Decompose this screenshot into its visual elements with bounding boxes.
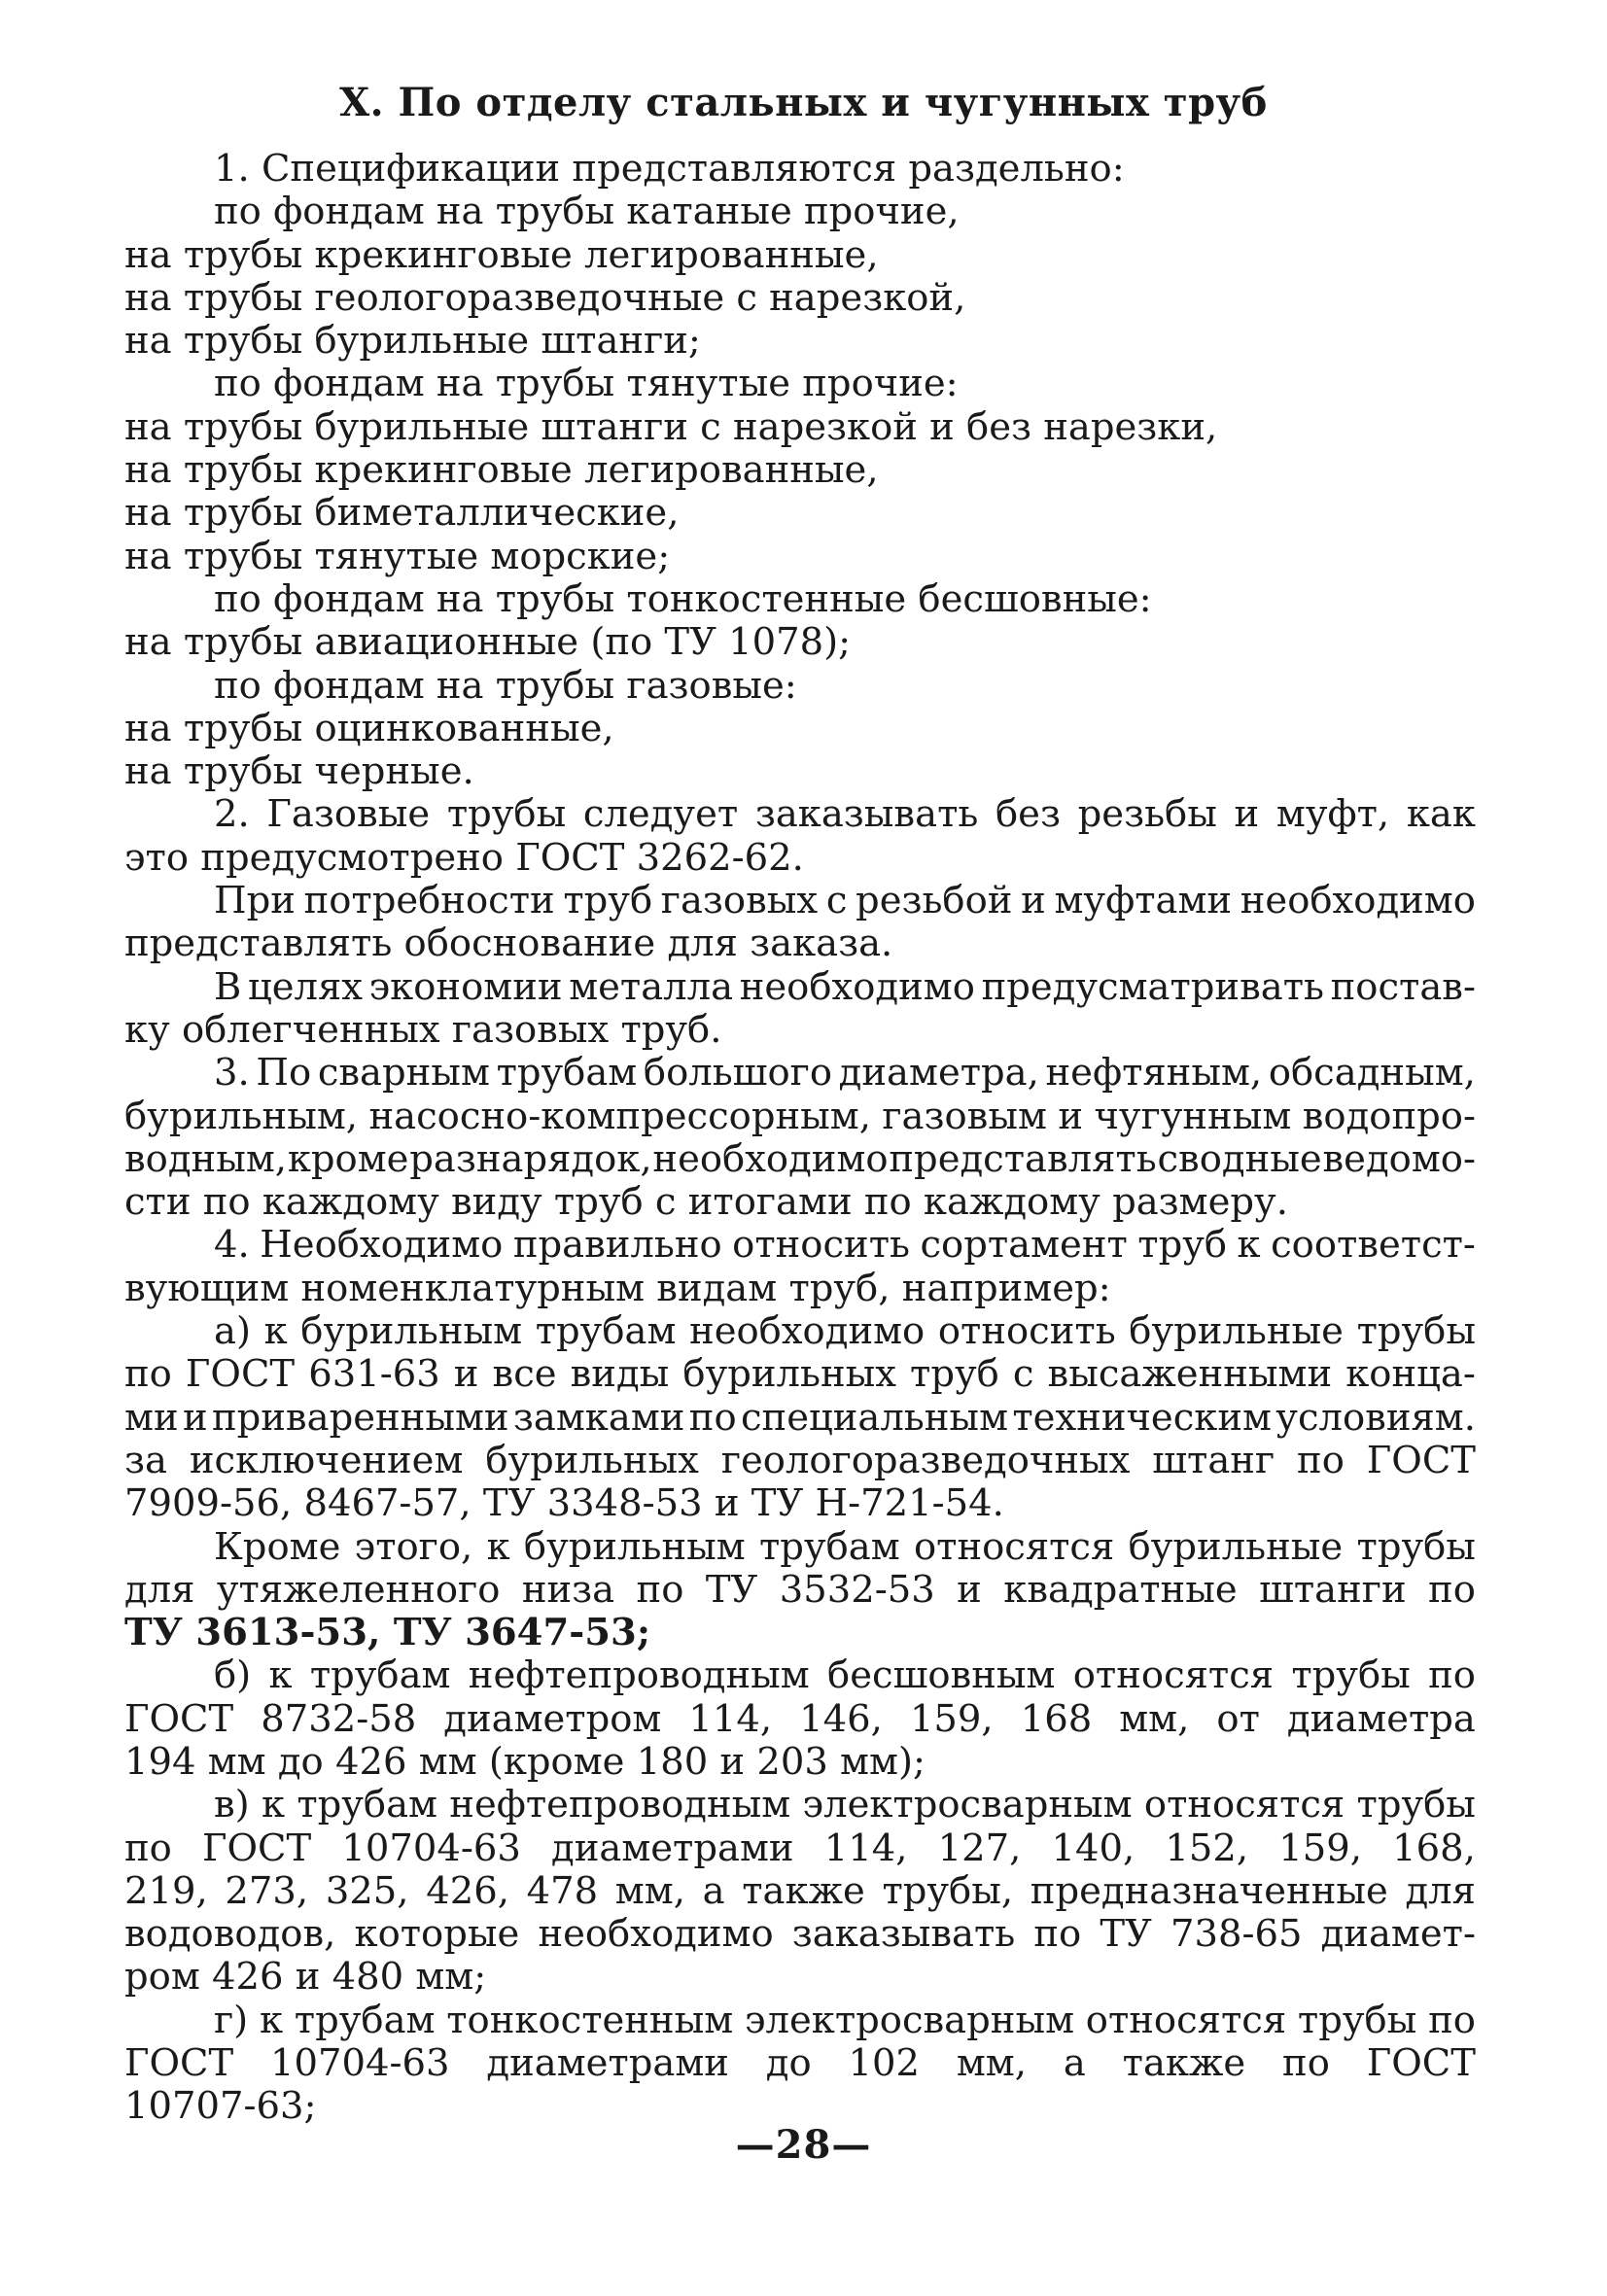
word: 738-65 xyxy=(1170,1912,1303,1957)
word: 159, xyxy=(1278,1826,1363,1870)
word: следует xyxy=(582,792,739,837)
word: 140, xyxy=(1051,1826,1135,1870)
item-3-line xyxy=(124,1052,1476,1095)
group-1-line: на трубы геологоразведочные с нарезкой, xyxy=(124,275,966,320)
word: металла xyxy=(569,964,734,1009)
word: этого, xyxy=(354,1524,473,1569)
word: трубам xyxy=(309,1653,451,1698)
item-2-paragraph-3-end: ку облегченных газовых труб. xyxy=(124,1007,722,1052)
word: условиям. xyxy=(1275,1395,1476,1440)
word: 146, xyxy=(799,1696,883,1741)
word: 10704-63 xyxy=(341,1826,521,1870)
word: обсадным, xyxy=(1268,1051,1476,1096)
word: 2. xyxy=(214,792,250,837)
word: предусматривать xyxy=(981,964,1324,1009)
word: экономии xyxy=(368,964,563,1009)
word: водопро- xyxy=(1302,1094,1476,1138)
word: б) xyxy=(214,1653,252,1698)
group-2-line: на трубы крекинговые легированные, xyxy=(124,448,879,493)
group-4-line: на трубы оцинкованные, xyxy=(124,706,614,750)
word: а xyxy=(702,1868,725,1913)
word: к xyxy=(268,1653,293,1698)
word: трубам xyxy=(294,1998,436,2042)
word: 168 xyxy=(1020,1696,1093,1741)
word: квадратные xyxy=(1003,1567,1238,1612)
word: приваренными xyxy=(211,1395,509,1440)
word: постав- xyxy=(1330,964,1476,1009)
word: электросварным xyxy=(744,1998,1075,2042)
word: относить xyxy=(732,1223,910,1268)
item-4a-extra-line xyxy=(124,1526,1476,1569)
word: по xyxy=(124,1352,172,1397)
word: ГОСТ xyxy=(185,1352,296,1397)
item-4a-extra-line-end: ТУ 3613-53, ТУ 3647-53; xyxy=(124,1611,651,1655)
word: газовым xyxy=(882,1094,1047,1138)
word: трубам xyxy=(759,1524,900,1569)
word: ведомо- xyxy=(1322,1136,1476,1181)
word: резьбой xyxy=(856,879,1013,923)
word: от xyxy=(1216,1696,1260,1741)
word: При xyxy=(214,879,296,923)
word: ТУ xyxy=(705,1567,758,1612)
word: утяжеленного xyxy=(216,1567,501,1612)
item-4a-extra-line xyxy=(124,1569,1476,1612)
word: 219, xyxy=(124,1868,208,1913)
word: к xyxy=(261,1783,286,1827)
item-4v-line xyxy=(124,1784,1476,1826)
word: газовых xyxy=(660,879,819,923)
word: 631-63 xyxy=(308,1352,440,1397)
item-4g-line xyxy=(124,2042,1476,2085)
word: необходимо xyxy=(652,1136,889,1181)
word: диаметром xyxy=(443,1696,662,1741)
word: необходимо xyxy=(538,1912,774,1957)
item-2-paragraph-3 xyxy=(124,966,1476,1009)
body-text xyxy=(124,148,1476,2129)
word: необходимо xyxy=(689,1309,926,1354)
group-4-line: на трубы черные. xyxy=(124,749,474,794)
item-4b-line-end: 194 мм до 426 мм (кроме 180 и 203 мм); xyxy=(124,1739,926,1784)
word: необходимо xyxy=(739,964,975,1009)
group-2-line: на трубы биметаллические, xyxy=(124,491,680,536)
word: также xyxy=(1122,2041,1246,2086)
word: геологоразведочных xyxy=(720,1438,1131,1482)
word: 114, xyxy=(823,1826,908,1870)
word: также xyxy=(742,1868,865,1913)
word: чугунным xyxy=(1094,1094,1292,1138)
word: 152, xyxy=(1165,1826,1249,1870)
word: 10704-63 xyxy=(270,2041,450,2086)
word: тонкостенным xyxy=(446,1998,734,2042)
word: трубы, xyxy=(882,1868,1014,1913)
word: техническим xyxy=(1012,1395,1272,1440)
page-number: —28— xyxy=(735,2122,872,2168)
word: ми xyxy=(124,1395,179,1440)
word: труб xyxy=(910,1352,999,1397)
word: бурильные xyxy=(1128,1524,1344,1569)
word: все xyxy=(492,1352,557,1397)
word: с xyxy=(1012,1352,1034,1397)
word: мм, xyxy=(956,2041,1027,2086)
word: и xyxy=(453,1352,479,1397)
word: 273, xyxy=(225,1868,309,1913)
word: Необходимо xyxy=(260,1223,504,1268)
word: 102 xyxy=(848,2041,921,2086)
word: сводные xyxy=(1157,1136,1322,1181)
word: и xyxy=(1021,879,1046,923)
word: а xyxy=(1063,2041,1086,2086)
word: По xyxy=(256,1051,312,1096)
word: представлять xyxy=(889,1136,1157,1181)
item-4v-line xyxy=(124,1827,1476,1870)
item-4a-line xyxy=(124,1353,1476,1396)
word: к xyxy=(486,1524,510,1569)
group-2-line: на трубы бурильные штанги с нарезкой и без нарезки, xyxy=(124,404,1218,449)
word: конца- xyxy=(1345,1352,1476,1397)
word: 426, xyxy=(426,1868,509,1913)
word: водоводов, xyxy=(124,1912,336,1957)
word: трубы xyxy=(1291,1653,1411,1698)
word: разнарядок, xyxy=(409,1136,652,1181)
word: бурильным xyxy=(300,1309,523,1354)
word: для xyxy=(1405,1868,1476,1913)
word: резьбы xyxy=(1077,792,1217,837)
word: ГОСТ xyxy=(1366,2041,1476,2086)
word: низа xyxy=(521,1567,615,1612)
word: трубы xyxy=(1356,1783,1476,1827)
section-title: X. По отделу стальных и чугунных труб xyxy=(339,80,1268,125)
item-3-line xyxy=(124,1138,1476,1181)
item-2-paragraph-2-end: представлять обоснование для заказа. xyxy=(124,922,893,966)
item-1-intro: 1. Спецификации представляются раздельно: xyxy=(214,147,1125,191)
word: относить xyxy=(937,1309,1116,1354)
word: диаметрами xyxy=(486,2041,729,2086)
word: по xyxy=(1428,1567,1476,1612)
group-3-heading: по фондам на трубы тонкостенные бесшовные: xyxy=(214,576,1152,621)
word: 3. xyxy=(214,1051,250,1096)
word: а) xyxy=(214,1309,251,1354)
word: насосно-компрессорным, xyxy=(368,1094,871,1138)
item-4a-line xyxy=(124,1397,1476,1440)
word: соответст- xyxy=(1271,1223,1476,1268)
item-4v-line-end: ром 426 и 480 мм; xyxy=(124,1955,487,2000)
item-3-line-end: сти по каждому виду труб с итогами по каждому размеру. xyxy=(124,1180,1288,1225)
word: по xyxy=(1297,1438,1345,1482)
word: большого xyxy=(643,1051,833,1096)
group-2-heading: по фондам на трубы тянутые прочие: xyxy=(214,362,959,406)
word: сортамент xyxy=(920,1223,1128,1268)
word: высаженными xyxy=(1047,1352,1333,1397)
word: специальным xyxy=(740,1395,1009,1440)
word: трубам xyxy=(535,1309,677,1354)
word: 127, xyxy=(937,1826,1022,1870)
group-2-line: на трубы тянутые морские; xyxy=(124,534,671,578)
word: трубы xyxy=(1297,1998,1417,2042)
word: муфтами xyxy=(1054,879,1233,923)
item-4-intro-end: вующим номенклатурным видам труб, например: xyxy=(124,1266,1111,1310)
group-1-line: на трубы бурильные штанги; xyxy=(124,319,701,364)
word: и xyxy=(1058,1094,1084,1138)
word: 159, xyxy=(909,1696,994,1741)
word: ГОСТ xyxy=(124,2041,234,2086)
word: к xyxy=(1237,1223,1261,1268)
word: по xyxy=(636,1567,684,1612)
word: виды xyxy=(570,1352,670,1397)
item-4-intro xyxy=(124,1224,1476,1267)
word: диаметра xyxy=(1286,1696,1476,1741)
word: с xyxy=(825,879,848,923)
word: бурильные xyxy=(1129,1309,1344,1354)
word: мм, xyxy=(1119,1696,1190,1741)
word: бурильным xyxy=(523,1524,746,1569)
word: В xyxy=(214,964,242,1009)
item-3-line xyxy=(124,1096,1476,1138)
word: нефтяным, xyxy=(1045,1051,1263,1096)
word: по xyxy=(1282,2041,1330,2086)
group-3-line: на трубы авиационные (по ТУ 1078); xyxy=(124,620,852,665)
word: труб xyxy=(1137,1223,1228,1268)
word: труб xyxy=(563,879,653,923)
item-4v-line xyxy=(124,1870,1476,1913)
item-4a-line xyxy=(124,1440,1476,1482)
word: замками xyxy=(512,1395,685,1440)
item-4a-line xyxy=(124,1310,1476,1353)
word: относятся xyxy=(1143,1783,1345,1827)
word: до xyxy=(765,2041,812,2086)
word: исключением xyxy=(189,1438,464,1482)
word: ГОСТ xyxy=(202,1826,312,1870)
word: как xyxy=(1406,792,1476,837)
word: нефтепроводным xyxy=(468,1653,810,1698)
item-2-paragraph-2 xyxy=(124,880,1476,922)
word: диаметрами xyxy=(551,1826,794,1870)
item-4g-line xyxy=(124,2000,1476,2042)
word: 478 xyxy=(526,1868,599,1913)
word: трубы xyxy=(1356,1309,1476,1354)
word: ГОСТ xyxy=(124,1696,234,1741)
word: целях xyxy=(247,964,363,1009)
word: 168, xyxy=(1392,1826,1476,1870)
item-4b-line xyxy=(124,1698,1476,1741)
item-2-paragraph-1-end: это предусмотрено ГОСТ 3262-62. xyxy=(124,835,804,880)
word: муфт, xyxy=(1275,792,1390,837)
word: по xyxy=(124,1826,172,1870)
word: бурильным, xyxy=(124,1094,359,1138)
word: по xyxy=(1033,1912,1082,1957)
word: потребности xyxy=(303,879,555,923)
word: бурильных xyxy=(682,1352,896,1397)
word: электросварным xyxy=(802,1783,1133,1827)
word: штанги xyxy=(1259,1567,1407,1612)
word: мм, xyxy=(614,1868,685,1913)
word: 8732-58 xyxy=(261,1696,417,1741)
word: и xyxy=(182,1395,208,1440)
word: заказывать xyxy=(754,792,979,837)
word: сварным xyxy=(317,1051,490,1096)
word: по xyxy=(1428,1998,1476,2042)
word: 114, xyxy=(688,1696,773,1741)
word: в) xyxy=(214,1783,250,1827)
word: ТУ xyxy=(1100,1912,1152,1957)
item-4v-line xyxy=(124,1913,1476,1956)
word: к xyxy=(263,1309,288,1354)
word: штанг xyxy=(1152,1438,1275,1482)
word: нефтепроводным xyxy=(449,1783,791,1827)
item-2-paragraph-1 xyxy=(124,793,1476,836)
word: относятся xyxy=(1072,1653,1275,1698)
word: и xyxy=(1234,792,1260,837)
word: по xyxy=(688,1395,737,1440)
word: предназначенные xyxy=(1030,1868,1388,1913)
word: относятся xyxy=(913,1524,1115,1569)
word: по xyxy=(1428,1653,1476,1698)
word: 325, xyxy=(325,1868,409,1913)
word: Кроме xyxy=(214,1524,341,1569)
item-4g-line-end: 10707-63; xyxy=(124,2084,317,2129)
word: трубы xyxy=(1356,1524,1476,1569)
word: которые xyxy=(354,1912,520,1957)
word: 3532-53 xyxy=(779,1567,935,1612)
word: бурильных xyxy=(485,1438,699,1482)
word: заказывать xyxy=(791,1912,1016,1957)
word: Газовые xyxy=(266,792,431,837)
word: правильно xyxy=(512,1223,722,1268)
word: диаметра, xyxy=(838,1051,1039,1096)
word: необходимо xyxy=(1240,879,1476,923)
group-4-heading: по фондам на трубы газовые: xyxy=(214,663,797,708)
group-1-heading: по фондам на трубы катаные прочие, xyxy=(214,190,960,234)
word: без xyxy=(996,792,1061,837)
word: водным, xyxy=(124,1136,288,1181)
word: бесшовным xyxy=(827,1653,1056,1698)
word: трубам xyxy=(496,1051,638,1096)
word: трубам xyxy=(297,1783,438,1827)
group-1-line: на трубы крекинговые легированные, xyxy=(124,232,879,277)
word: к xyxy=(259,1998,284,2042)
word: и xyxy=(957,1567,982,1612)
word: относятся xyxy=(1085,1998,1287,2042)
word: трубы xyxy=(446,792,567,837)
word: 4. xyxy=(214,1223,250,1268)
word: ГОСТ xyxy=(1366,1438,1476,1482)
word: диамет- xyxy=(1320,1912,1476,1957)
word: г) xyxy=(214,1998,249,2042)
word: кроме xyxy=(287,1136,409,1181)
item-4b-line xyxy=(124,1654,1476,1697)
word: для xyxy=(124,1567,195,1612)
word: за xyxy=(124,1438,167,1482)
item-4a-line-end: 7909-56, 8467-57, ТУ 3348-53 и ТУ Н-721-54. xyxy=(124,1481,1004,1526)
